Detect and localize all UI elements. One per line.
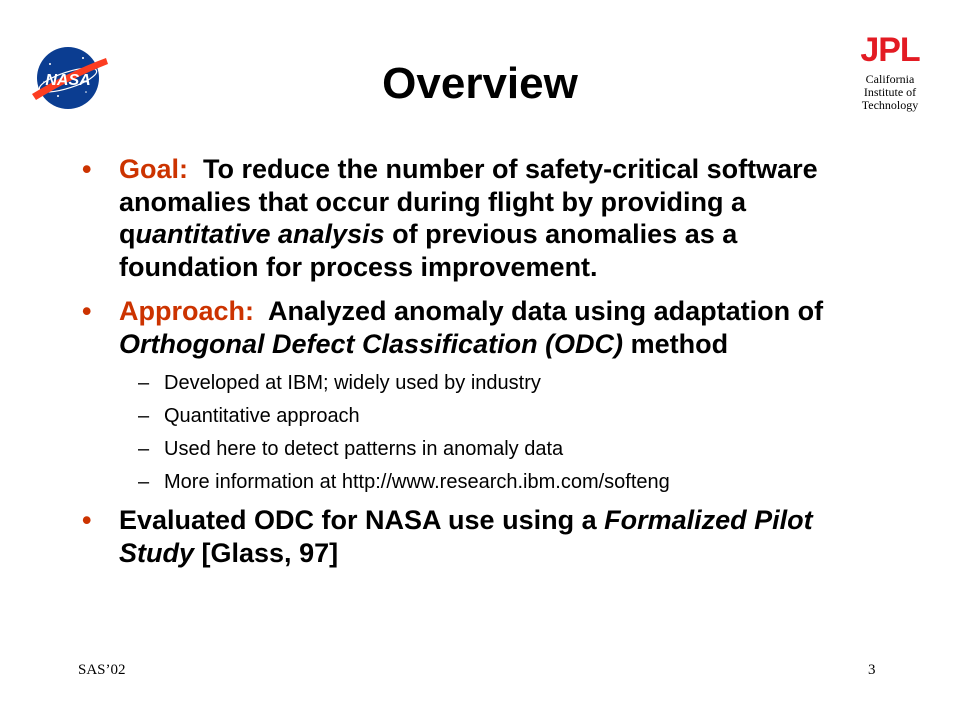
bullet-text-goal-1: To reduce the number of safety-critical software anomalies that occur during flight by providing a q: [119, 154, 826, 249]
sub-item-text: Used here to detect patterns in anomaly data: [164, 438, 564, 460]
approach-sub-list: [82, 372, 882, 494]
sub-item-marker: –: [138, 372, 150, 394]
bullet-text-evaluated-3: [Glass, 97]: [194, 537, 339, 568]
sub-item-more-info: [138, 471, 882, 494]
bullet-text-goal-3: of previous anomalies as a foundation for process improvement.: [119, 219, 738, 282]
footer-page-number: 3: [868, 662, 876, 678]
bullet-text-evaluated-2: Formalized Pilot Study: [119, 505, 813, 568]
bullet-goal: [82, 153, 882, 283]
sub-item-marker: –: [138, 405, 150, 427]
jpl-subtitle-line-1: California: [865, 72, 915, 86]
sub-item-text: More information at http://www.research.ibm.com/softeng: [164, 471, 670, 493]
bullet-text-goal-2: uantitative analysis: [135, 219, 385, 249]
sub-item-marker: –: [138, 471, 150, 493]
sub-item-patterns: [138, 438, 882, 461]
bullet-text-approach-3: method: [623, 328, 729, 359]
slide-content: [82, 153, 882, 569]
bullet-text-approach-1: Analyzed anomaly data using adaptation of: [254, 296, 831, 326]
bullet-text-approach-2: Orthogonal Defect Classification (ODC): [119, 328, 624, 359]
bullet-evaluated: [82, 504, 882, 569]
slide-title: Overview: [382, 59, 578, 108]
bullet-approach: [82, 295, 882, 360]
jpl-subtitle-line-3: Technology: [861, 98, 919, 112]
jpl-logo-text: JPL: [860, 34, 920, 64]
sub-item-text: Quantitative approach: [164, 405, 360, 427]
footer-conference: SAS’02: [78, 662, 126, 678]
bullet-label-approach: Approach:: [119, 296, 254, 326]
sub-item-text: Developed at IBM; widely used by industry: [164, 372, 541, 394]
jpl-subtitle-line-2: Institute of: [863, 85, 917, 99]
bullet-marker: •: [82, 154, 92, 184]
bullet-label-goal: Goal:: [119, 154, 189, 184]
bullet-text-evaluated-1: Evaluated ODC for NASA use using a: [119, 505, 605, 535]
sub-item-ibm: [138, 372, 882, 395]
sub-item-quantitative: [138, 405, 882, 428]
sub-item-marker: –: [138, 438, 150, 460]
bullet-marker: •: [82, 296, 92, 326]
nasa-logo-text: NASA: [45, 72, 91, 89]
bullet-marker: •: [82, 505, 92, 535]
